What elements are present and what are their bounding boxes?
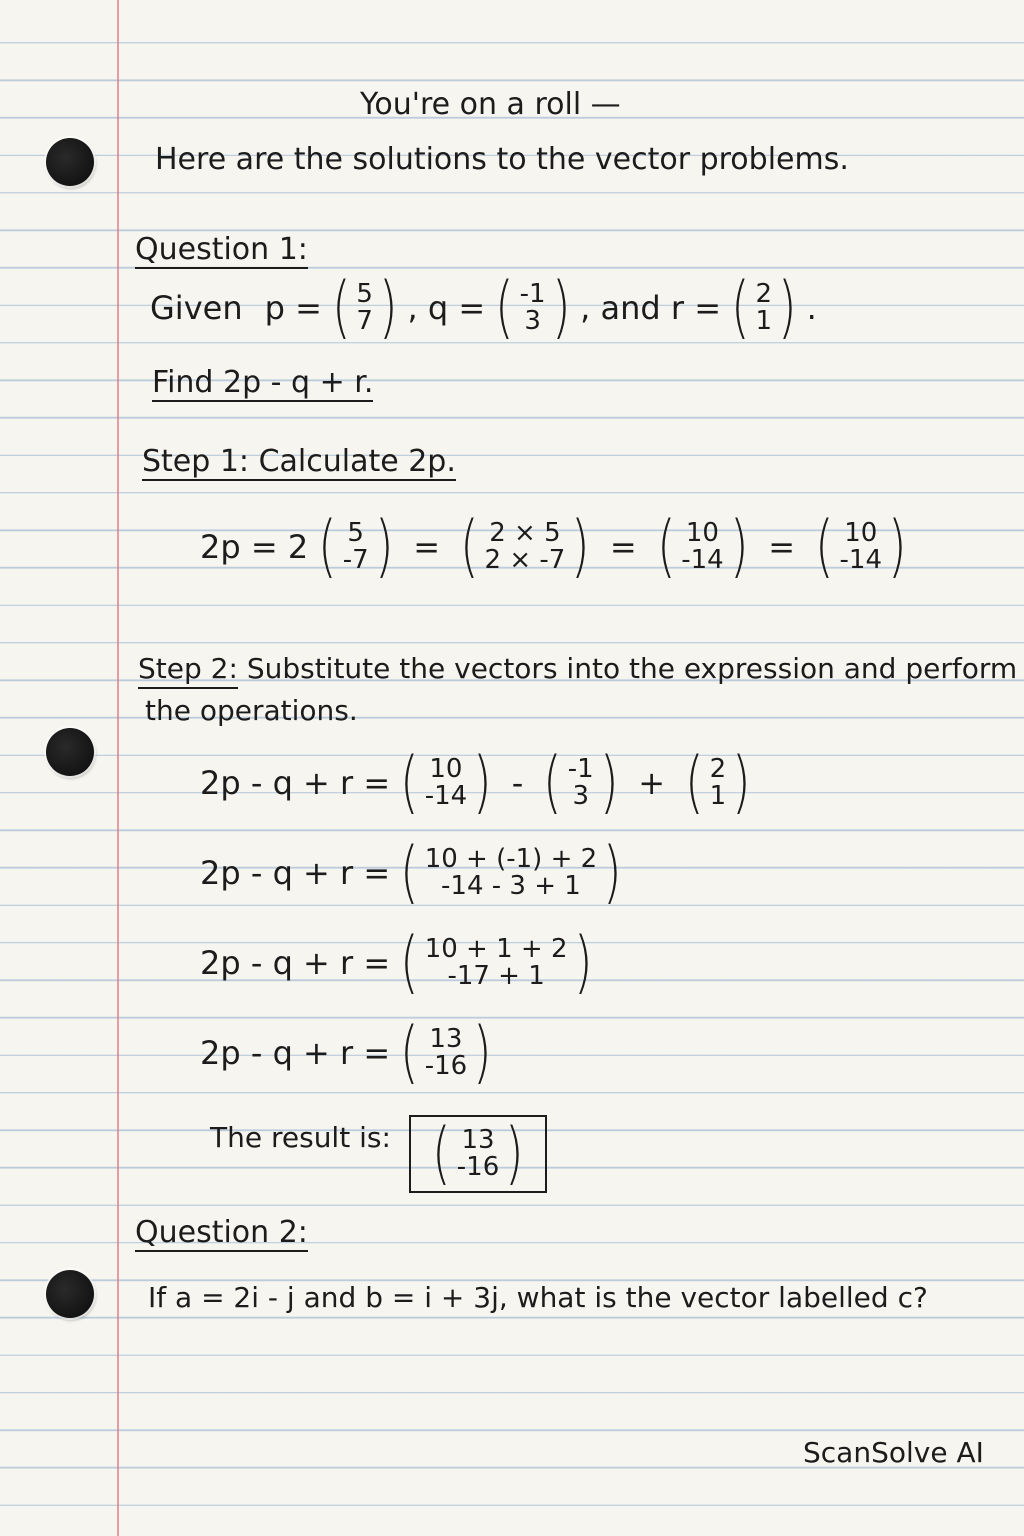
step-1-vector-4-top: 10 (844, 517, 878, 548)
equals-3: = (768, 528, 795, 566)
step-2-vector-c-bottom: 1 (709, 781, 727, 811)
and-r-label: , and r = (580, 289, 721, 327)
result-vector: ( 13 -16 ) (432, 1114, 524, 1193)
intro-line-2: Here are the solutions to the vector problems. (155, 142, 849, 177)
step-1-vector-4: ( 10 -14 ) (814, 507, 907, 586)
step-2-text-line-2: the operations. (145, 694, 358, 727)
vector-q-top: -1 (519, 278, 546, 309)
step-2-line-3-bottom: -17 + 1 (447, 961, 545, 991)
step-2-lhs: 2p - q + r = (200, 1034, 391, 1072)
question-1-heading: Question 1: (135, 232, 308, 267)
given-label: Given (150, 289, 243, 327)
vector-q: ( -1 3 ) (495, 268, 571, 347)
equals-1: = (413, 528, 440, 566)
step-2-line-4-bottom: -16 (424, 1051, 468, 1081)
step-2-line-3 (200, 923, 602, 1002)
punch-hole-bottom (46, 1270, 94, 1318)
step-2-lhs: 2p - q + r = (200, 854, 391, 892)
step-2-vector-a-top: 10 (429, 753, 463, 784)
step-1-vector-2: ( 2 × 5 2 × -7 ) (459, 507, 590, 586)
step-1-vector-2-bottom: 2 × -7 (484, 545, 566, 575)
intro-line-1: You're on a roll — (360, 87, 621, 122)
vector-p: ( 5 7 ) (331, 268, 398, 347)
result-bottom: -16 (456, 1152, 500, 1182)
vector-r-top: 2 (755, 278, 773, 309)
step-1-vector-3-bottom: -14 (681, 545, 724, 575)
step-2-text (138, 652, 1018, 685)
step-2-vector-c-top: 2 (709, 753, 727, 784)
step-2-line-2-top: 10 + (-1) + 2 (424, 843, 598, 874)
vector-p-bottom: 7 (356, 306, 373, 336)
step-1-vector-1: ( 5 -7 ) (318, 507, 394, 586)
step-1-heading: Step 1: Calculate 2p. (142, 444, 456, 479)
step-2-lhs: 2p - q + r = (200, 764, 391, 802)
vector-q-bottom: 3 (524, 306, 541, 336)
step-2-line-2-vector: ( 10 + (-1) + 2 -14 - 3 + 1 ) (400, 833, 622, 912)
step-2-line-4-vector: ( 13 -16 ) (400, 1013, 492, 1092)
vector-p-top: 5 (356, 278, 373, 309)
step-2-line-1 (200, 743, 761, 822)
step-2-vector-a: ( 10 -14 ) (400, 743, 492, 822)
vector-r: ( 2 1 ) (730, 268, 797, 347)
step-1-vector-3-top: 10 (685, 517, 719, 548)
plus-sign: + (638, 764, 666, 802)
question-2-text: If a = 2i - j and b = i + 3j, what is the vector labelled c? (148, 1281, 928, 1314)
step-2-vector-a-bottom: -14 (424, 781, 468, 811)
p-label: p = (264, 289, 322, 327)
result-label: The result is: (210, 1121, 391, 1154)
step-2-text-line-1: Substitute the vectors into the expression and perform (246, 652, 1018, 685)
result-box (409, 1115, 547, 1193)
watermark: ScanSolve AI (803, 1436, 984, 1469)
step-1-vector-1-top: 5 (347, 517, 364, 548)
punch-hole-top (46, 138, 94, 186)
margin-line (117, 0, 119, 1536)
step-2-vector-b: ( -1 3 ) (543, 743, 619, 822)
step-1-vector-3: ( 10 -14 ) (656, 507, 749, 586)
given-line (150, 268, 817, 347)
punch-hole-middle (46, 728, 94, 776)
question-2-heading: Question 2: (135, 1215, 308, 1250)
step-2-line-2 (200, 833, 632, 912)
step-2-line-4-top: 13 (429, 1023, 463, 1054)
step-2-vector-b-top: -1 (567, 753, 594, 784)
step-2-line-3-top: 10 + 1 + 2 (424, 933, 568, 964)
step-1-vector-4-bottom: -14 (839, 545, 882, 575)
step-1-vector-2-top: 2 × 5 (489, 517, 561, 548)
step-2-line-2-bottom: -14 - 3 + 1 (441, 871, 581, 901)
equals-2: = (609, 528, 637, 566)
step-1-vector-1-bottom: -7 (342, 545, 369, 575)
step-2-vector-b-bottom: 3 (572, 781, 590, 811)
end-dot: . (806, 289, 817, 327)
step-2-line-3-vector: ( 10 + 1 + 2 -17 + 1 ) (400, 923, 593, 1002)
step-2-heading: Step 2: (138, 652, 238, 689)
step-2-vector-c: ( 2 1 ) (685, 743, 751, 822)
vector-r-bottom: 1 (755, 306, 773, 336)
step-1-equation (200, 507, 917, 586)
step-2-lhs: 2p - q + r = (200, 944, 391, 982)
step-1-lhs: 2p = 2 (200, 528, 309, 566)
minus-sign: - (511, 764, 524, 802)
q-label: , q = (407, 289, 486, 327)
find-instruction: Find 2p - q + r. (152, 365, 374, 400)
step-2-line-4 (200, 1013, 502, 1092)
result-top: 13 (461, 1124, 495, 1155)
